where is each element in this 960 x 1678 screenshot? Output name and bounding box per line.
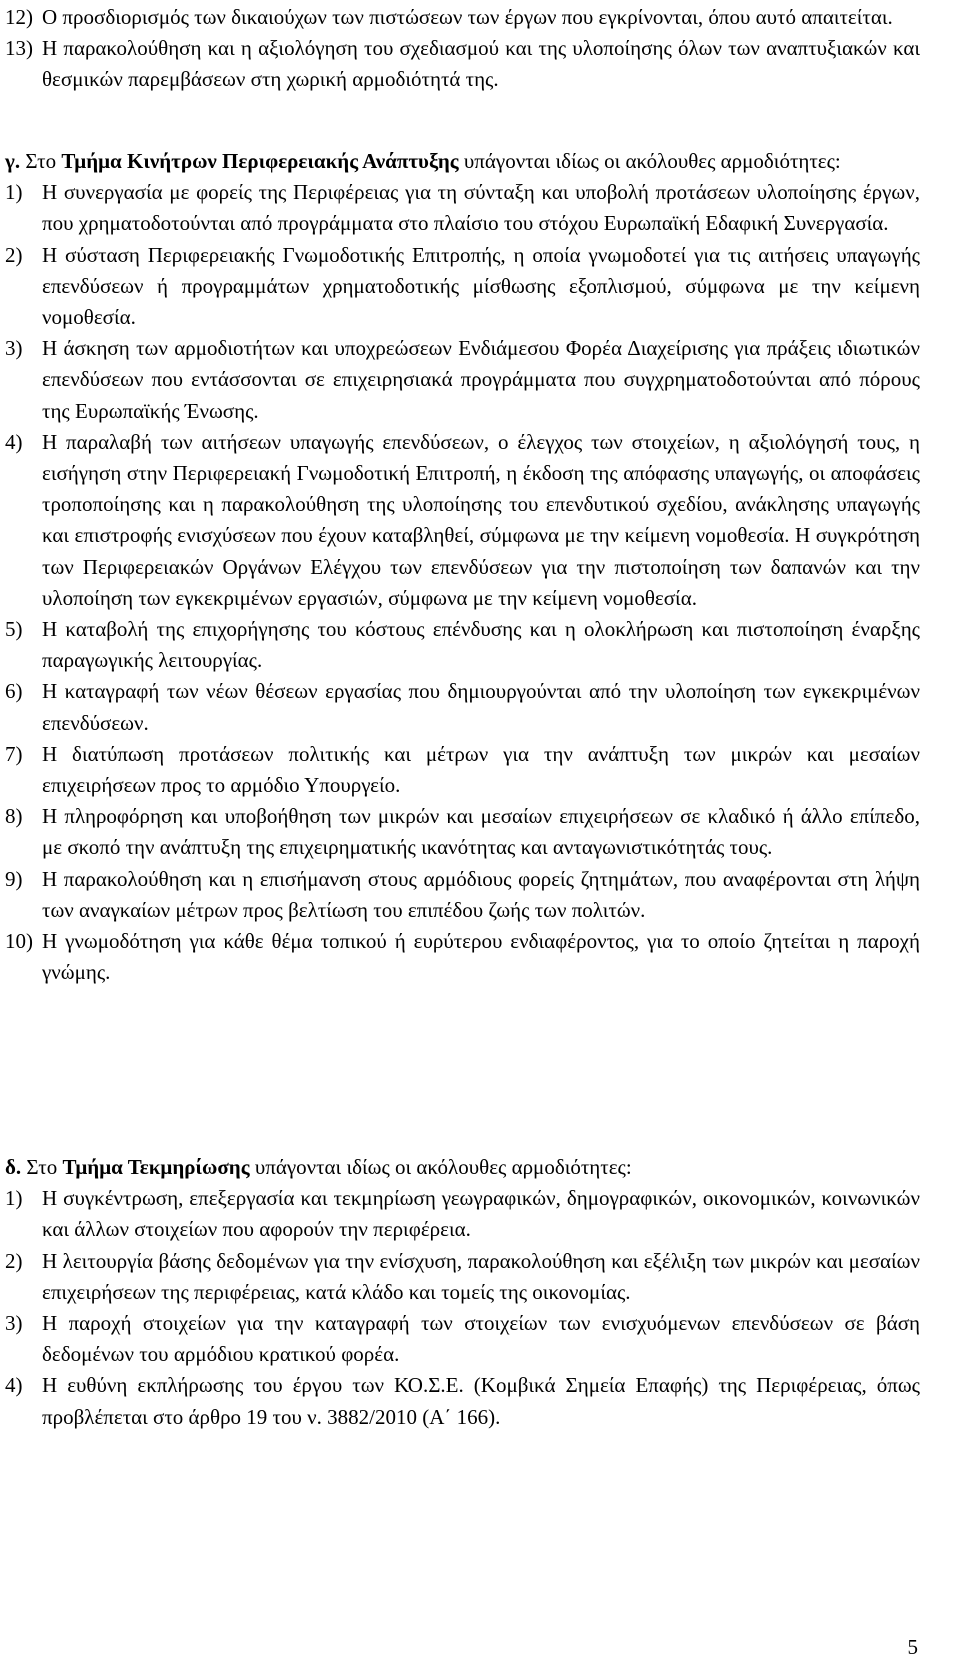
item-text: Η παροχή στοιχείων για την καταγραφή των στοιχείων των ενισχυόμενων επενδύσεων σε βάση δεδομένων του αρμόδιου κρατικού φορέα. [42,1311,920,1367]
top-list [0,2,960,96]
list-item [0,864,960,926]
list-item [0,926,960,988]
item-text: Η λειτουργία βάσης δεδομένων για την ενίσχυση, παρακολούθηση και εξέλιξη των μικρών και μεσαίων επιχειρήσεων της περιφέρειας, κατά κλάδο και τομείς της οικονομίας. [42,1248,920,1304]
section-letter: γ. [5,149,21,173]
section-heading [0,146,960,177]
section-d [0,1152,960,1433]
section-heading [0,1152,960,1183]
list-item [0,1246,960,1308]
item-text: Η παρακολούθηση και η επισήμανση στους αρμόδιους φορείς ζητημάτων, που αναφέρονται στη λήψη των αναγκαίων μέτρων προς βελτίωση του επιπέδου ζωής των πολιτών. [42,866,920,922]
list-item [0,427,960,614]
list-item [0,1308,960,1370]
section-pre: Στο [25,149,57,173]
item-number: 1) [5,1186,23,1211]
item-number: 8) [5,804,23,829]
section-letter: δ. [5,1155,22,1179]
item-text: Η καταγραφή των νέων θέσεων εργασίας που δημιουργούνται από την υλοποίηση των εγκεκριμένων επενδύσεων. [42,679,920,735]
item-text: Η διατύπωση προτάσεων πολιτικής και μέτρων για την ανάπτυξη των μικρών και μεσαίων επιχειρήσεων προς το αρμόδιο Υπουργείο. [42,741,920,798]
item-text: Η πληροφόρηση και υποβοήθηση των μικρών και μεσαίων επιχειρήσεων σε κλαδικό ή άλλο επίπεδο, με σκοπό την ανάπτυξη της επιχειρηματικής ικανότητας και ανταγωνιστικότητάς τους. [42,804,920,860]
list-item [0,739,960,801]
list-item [0,801,960,863]
item-number: 3) [5,336,23,361]
list-item [0,240,960,334]
section-intro: υπάγονται ιδίως οι ακόλουθες αρμοδιότητες: [254,1155,632,1179]
item-number: 2) [5,1248,23,1273]
list-item [0,333,960,427]
item-text: Η άσκηση των αρμοδιοτήτων και υποχρεώσεων Ενδιάμεσου Φορέα Διαχείρισης για πράξεις ιδιωτικών επενδύσεων που εντάσσονται σε επιχειρησιακά προγράμματα που συγχρηματοδοτούνται από πόρους της Ευρωπαϊκής Ένωσης. [42,336,920,423]
item-text: Η ευθύνη εκπλήρωσης του έργου των ΚΟ.Σ.Ε. (Κομβικά Σημεία Επαφής) της Περιφέρειας, όπως προβλέπεται στο άρθρο 19 του ν. 3882/2010 (Α΄ 166). [42,1373,920,1429]
item-number: 9) [5,866,23,891]
item-text: Η συγκέντρωση, επεξεργασία και τεκμηρίωση γεωγραφικών, δημογραφικών, οικονομικών, κοινωνικών και άλλων στοιχείων που αφορούν την περιφέρεια. [42,1186,920,1242]
item-number: 5) [5,617,23,642]
section-intro: υπάγονται ιδίως οι ακόλουθες αρμοδιότητες: [463,149,841,173]
item-number: 12) [5,5,33,29]
item-number: 4) [5,429,23,454]
item-text: Η συνεργασία με φορείς της Περιφέρειας για τη σύνταξη και υποβολή προτάσεων υλοποίησης έργων, που χρηματοδοτούνται από προγράμματα στο πλαίσιο του στόχου Ευρωπαϊκή Εδαφική Συνεργασία. [42,180,920,236]
item-number: 7) [5,741,23,766]
item-text: Η παρακολούθηση και η αξιολόγηση του σχεδιασμού και της υλοποίησης όλων των αναπτυξιακών και θεσμικών παρεμβάσεων στη χωρική αρμοδιότητά της. [42,36,920,92]
list-item [0,1183,960,1245]
item-text: Η γνωμοδότηση για κάθε θέμα τοπικού ή ευρύτερου ενδιαφέροντος, για το οποίο ζητείται η παροχή γνώμης. [42,929,920,985]
list-item [0,33,960,95]
item-number: 6) [5,679,23,704]
item-text: Η σύσταση Περιφερειακής Γνωμοδοτικής Επιτροπής, η οποία γνωμοδοτεί για τις αιτήσεις υπαγωγής επενδύσεων ή προγραμμάτων χρηματοδοτικής μίσθωσης εξοπλισμού, σύμφωνα με την κείμενη νομοθεσία. [42,242,920,330]
item-text: Ο προσδιορισμός των δικαιούχων των πιστώσεων των έργων που εγκρίνονται, όπου αυτό απαιτείται. [42,5,893,29]
list-item [0,2,960,33]
section-g [0,146,960,988]
item-number: 2) [5,242,23,267]
list-item [0,614,960,676]
section-pre: Στο [26,1155,58,1179]
list-item [0,676,960,738]
item-number: 4) [5,1373,23,1398]
item-number: 10) [5,929,33,954]
item-number: 13) [5,36,33,61]
department-name: Τμήμα Τεκμηρίωσης [62,1155,250,1179]
list-item [0,177,960,239]
item-text: Η παραλαβή των αιτήσεων υπαγωγής επενδύσεων, ο έλεγχος των στοιχείων, η αξιολόγησή τους, η εισήγηση στην Περιφερειακή Γνωμοδοτική Επιτροπή, η έκδοση της απόφασης υπαγωγής, οι αποφάσεις τροποποίησης και η παρακολούθηση της υλοποίησης του επενδυτικού σχεδίου, ανάκλησης υπαγωγής και επιστροφής ενισχύσεων που έχουν καταβληθεί, σύμφωνα με την κείμενη νομοθεσία. Η συγκρότηση των Περιφερειακών Οργάνων Ελέγχου των επενδύσεων για την πιστοποίηση των δαπανών και την υλοποίηση των εγκεκριμένων εργασιών, σύμφωνα με την κείμενη νομοθεσία. [42,429,920,610]
department-name: Τμήμα Κινήτρων Περιφερειακής Ανάπτυξης [61,149,459,173]
item-text: Η καταβολή της επιχορήγησης του κόστους επένδυσης και η ολοκλήρωση και πιστοποίηση έναρξης παραγωγικής λειτουργίας. [42,617,920,673]
page-number: 5 [907,1635,918,1659]
list-item [0,1370,960,1432]
item-number: 3) [5,1311,23,1336]
item-number: 1) [5,180,23,205]
